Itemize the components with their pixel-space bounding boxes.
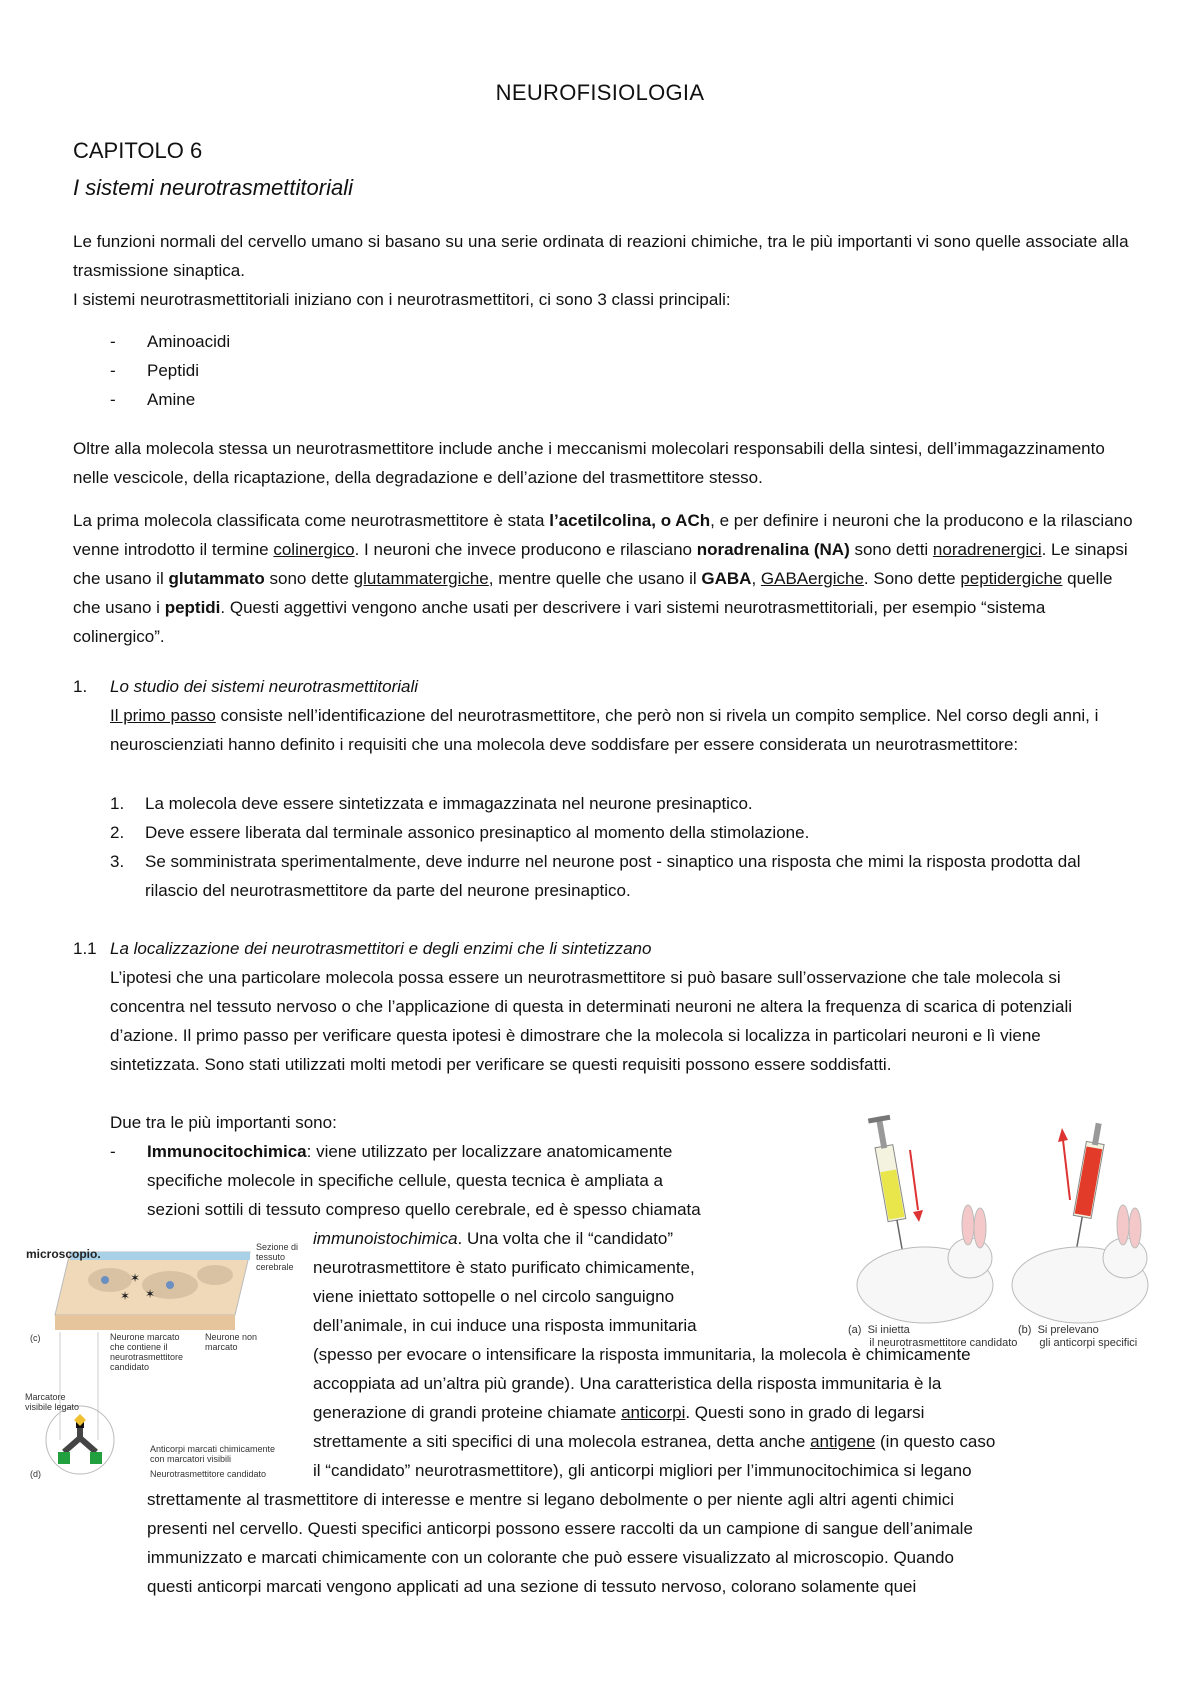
svg-text:✶: ✶ — [120, 1289, 131, 1303]
list-item-label: Amine — [147, 390, 196, 409]
list-item: 3. Se somministrata sperimentalmente, deve indurre nel neurone post - sinaptico una risposta che mimi la risposta prodotta dal rilascio del neurotrasmettitore da parte del neurone presinaptico. — [110, 852, 1081, 900]
figure-label-microscopio: microscopio. — [26, 1247, 101, 1261]
intro-paragraph — [73, 227, 1133, 314]
immuno-line: dell’animale, in cui induce una risposta immunitaria — [313, 1316, 697, 1335]
svg-text:✶: ✶ — [145, 1287, 156, 1301]
figure-caption-marcatore: Marcatore visibile legato — [25, 1392, 80, 1412]
immuno-line: neurotrasmettitore è stato purificato chimicamente, — [313, 1258, 695, 1277]
immuno-line: immunizzato e marcati chimicamente con un colorante che può essere visualizzato al microscopio. Quando — [147, 1548, 954, 1567]
list-item-label: Aminoacidi — [147, 332, 231, 351]
immuno-line: (spesso per evocare o intensificare la risposta immunitaria, la molecola è chimicamente — [313, 1345, 971, 1364]
list-item: - Peptidi — [110, 361, 199, 380]
immuno-line: sezioni sottili di tessuto compreso quello cerebrale, ed è spesso chiamata — [147, 1200, 701, 1219]
list-item: - Aminoacidi — [110, 332, 231, 351]
figure-caption-a: (a) Si inietta il neurotrasmettitore candidato — [848, 1324, 1018, 1349]
figure-caption-neurone-non-marcato: Neurone non marcato — [205, 1332, 258, 1352]
figure-caption-neurone-marcato: Neurone marcato che contiene il neurotrasmettitore candidato — [110, 1332, 184, 1372]
list-item: 2. Deve essere liberata dal terminale assonico presinaptico al momento della stimolazione. — [110, 823, 810, 842]
list-item-immuno: - Immunocitochimica: viene utilizzato per localizzare anatomicamente — [110, 1142, 673, 1161]
immuno-line: generazione di grandi proteine chiamate anticorpi. Questi sono in grado di legarsi — [313, 1403, 925, 1422]
immuno-line: il “candidato” neurotrasmettitore), gli anticorpi migliori per l’immunocitochimica si legano — [313, 1461, 972, 1480]
section-1-1-heading: 1.1 La localizzazione dei neurotrasmettitori e degli enzimi che li sintetizzano — [73, 939, 652, 958]
figure-caption-candidato: Neurotrasmettitore candidato — [150, 1469, 267, 1479]
immuno-line: questi anticorpi marcati vengono applicati ad una sezione di tessuto nervoso, colorano solamente quei — [147, 1577, 917, 1596]
section-1-body: Il primo passo consiste nell’identificazione del neurotrasmettitore, che però non si rivela un compito semplice. Nel corso degli anni, i neuroscienziati hanno definito i requisiti che una molecola deve soddisfare per essere considerata un neurotrasmettitore: — [110, 706, 1099, 754]
paragraph-nomenclature: La prima molecola classificata come neurotrasmettitore è stata l’acetilcolina, o ACh, e per definire i neuroni che la producono e la rilasciano venne introdotto il termine colinergico. I neuroni che invece producono e rilasciano noradrenalina (NA) sono detti noradrenergici. Le sinapsi che usano il glutammato sono dette glutammatergiche, mentre quelle che usano il GABA, GABAergiche. Sono dette peptidergiche quelle che usano i peptidi. Questi aggettivi vengono anche usati per descrivere i vari sistemi neurotrasmettitoriali, per esempio “sistema colinergico”. — [73, 511, 1133, 646]
list-item: - Amine — [110, 390, 196, 409]
immuno-line: viene iniettato sottopelle o nel circolo sanguigno — [313, 1287, 675, 1306]
immuno-line: specifiche molecole in specifiche cellule, questa tecnica è ampliata a — [147, 1171, 663, 1190]
svg-text:✶: ✶ — [130, 1271, 141, 1285]
immuno-line: immunoistochimica. Una volta che il “candidato” — [313, 1229, 673, 1248]
figure-caption-anticorpi: Anticorpi marcati chimicamente con marcatori visibili — [150, 1444, 276, 1464]
figure-caption-b: (b) Si prelevano gli anticorpi specifici — [1018, 1324, 1138, 1349]
section-1-1-methods: Due tra le più importanti sono: — [110, 1113, 337, 1132]
immuno-line: presenti nel cervello. Questi specifici anticorpi possono essere raccolti da un campione di sangue dell’animale — [147, 1519, 973, 1538]
figure-caption-d: (d) — [30, 1469, 41, 1479]
paragraph-mechanisms: Oltre alla molecola stessa un neurotrasmettitore include anche i meccanismi molecolari responsabili della sintesi, dell’immagazzinamento nelle vescicole, della ricaptazione, della degradazione e dell’azione del trasmettitore stesso. — [73, 439, 1105, 487]
chapter-subtitle: I sistemi neurotrasmettitoriali — [73, 175, 353, 200]
intro-text-1: Le funzioni normali del cervello umano si basano su una serie ordinata di reazioni chimiche, tra le più importanti vi sono quelle associate alla trasmissione sinaptica. — [73, 232, 1129, 280]
immuno-line: strettamente a siti specifici di una molecola estranea, detta anche antigene (in questo caso — [313, 1432, 996, 1451]
rabbit-injection-figure — [840, 1110, 1160, 1350]
immuno-line: strettamente al trasmettitore di interesse e mentre si legano debolmente o per niente agli altri agenti chimici — [147, 1490, 954, 1509]
chapter-heading: CAPITOLO 6 — [73, 138, 203, 163]
section-1-heading: 1. Lo studio dei sistemi neurotrasmettitoriali — [73, 677, 419, 696]
immuno-line: accoppiata ad un’altra più grande). Una caratteristica della risposta immunitaria è la — [313, 1374, 942, 1393]
list-item-label: Peptidi — [147, 361, 199, 380]
section-1-1-body: L’ipotesi che una particolare molecola possa essere un neurotrasmettitore si può basare sull’osservazione che tale molecola si concentra nel tessuto nervoso o che l’applicazione di questa in determinati neuroni ne altera la frequenza di scarica di potenziali d’azione. Il primo passo per verificare questa ipotesi è dimostrare che la molecola si localizza in particolari neuroni e lì viene sintetizzata. Sono stati utilizzati molti metodi per verificare se questi requisiti possono essere soddisfatti. — [110, 968, 1073, 1074]
figure-caption-sezione: Sezione di tessuto cerebrale — [256, 1242, 299, 1272]
list-item: 1. La molecola deve essere sintetizzata e immagazzinata nel neurone presinaptico. — [110, 794, 753, 813]
intro-text-2: I sistemi neurotrasmettitoriali iniziano con i neurotrasmettitori, ci sono 3 classi principali: — [73, 290, 731, 309]
document-title: NEUROFISIOLOGIA — [495, 80, 705, 105]
figure-caption-c: (c) — [30, 1333, 41, 1343]
immunocytochemistry-figure — [20, 1240, 305, 1485]
rabbit-illustration — [840, 1110, 1160, 1350]
